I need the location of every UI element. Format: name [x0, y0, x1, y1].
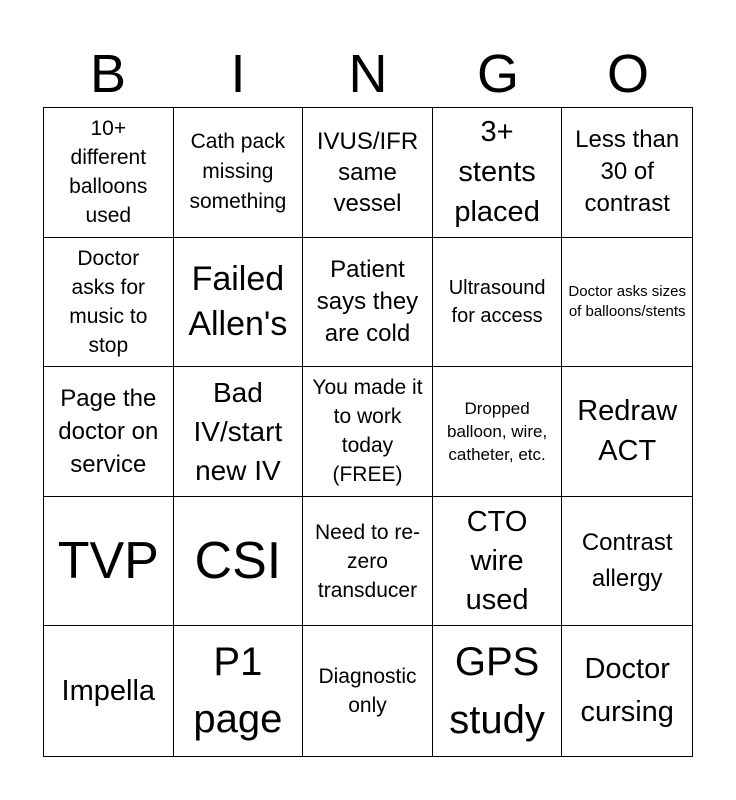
cell-text: TVP — [57, 532, 159, 591]
bingo-cell-g4[interactable] — [433, 497, 563, 627]
bingo-cell-n2[interactable] — [303, 238, 433, 368]
cell-text: GPS study — [449, 640, 545, 743]
bingo-cell-i3[interactable] — [174, 367, 304, 497]
cell-text: Page the doctor on service — [58, 384, 159, 478]
header-letter-g: G — [476, 44, 519, 104]
cell-text: P1 page — [193, 640, 283, 742]
bingo-cell-b3[interactable] — [44, 367, 174, 497]
cell-text: You made it to work today (FREE) — [312, 376, 423, 487]
bingo-cell-i2[interactable] — [174, 238, 304, 368]
bingo-cell-n5[interactable] — [303, 626, 433, 756]
bingo-cell-i1[interactable] — [174, 108, 304, 238]
bingo-cell-n4[interactable] — [303, 497, 433, 627]
bingo-cell-n3[interactable] — [303, 367, 433, 497]
bingo-cell-o1[interactable] — [562, 108, 692, 238]
bingo-cell-o3[interactable] — [562, 367, 692, 497]
cell-text: Doctor asks for music to stop — [69, 246, 148, 357]
cell-text: Failed Allen's — [188, 259, 288, 343]
cell-text: Patient says they are cold — [316, 255, 419, 347]
header-letter-o: O — [606, 44, 649, 104]
cell-text: Ultrasound for access — [448, 276, 546, 327]
bingo-board — [43, 107, 693, 757]
cell-text: Contrast allergy — [581, 529, 673, 593]
cell-text: IVUS/IFR same vessel — [316, 127, 419, 217]
cell-text: Impella — [61, 674, 156, 707]
cell-text: 10+ different balloons used — [69, 117, 148, 228]
cell-text: Need to re-zero transducer — [314, 520, 421, 602]
cell-text: Doctor cursing — [580, 653, 674, 729]
bingo-cell-b5[interactable] — [44, 626, 174, 756]
bingo-cell-g3[interactable] — [433, 367, 563, 497]
header-letter-b: B — [89, 44, 127, 104]
bingo-cell-g1[interactable] — [433, 108, 563, 238]
cell-text: Cath pack missing something — [189, 130, 287, 214]
bingo-cell-i5[interactable] — [174, 626, 304, 756]
bingo-cell-g5[interactable] — [433, 626, 563, 756]
header-letter-n: N — [348, 44, 388, 104]
bingo-cell-o2[interactable] — [562, 238, 692, 368]
cell-text: Dropped balloon, wire, catheter, etc. — [447, 398, 548, 464]
cell-text: Bad IV/start new IV — [193, 376, 283, 486]
bingo-cell-g2[interactable] — [433, 238, 563, 368]
cell-text: CTO wire used — [465, 505, 529, 616]
bingo-cell-o5[interactable] — [562, 626, 692, 756]
bingo-cell-b1[interactable] — [44, 108, 174, 238]
cell-text: Redraw ACT — [577, 395, 678, 468]
header-letter-i: I — [230, 44, 246, 104]
bingo-cell-n1[interactable] — [303, 108, 433, 238]
bingo-cell-b2[interactable] — [44, 238, 174, 368]
bingo-cell-o4[interactable] — [562, 497, 692, 627]
cell-text: 3+ stents placed — [454, 116, 540, 229]
bingo-cell-i4[interactable] — [174, 497, 304, 627]
cell-text: CSI — [194, 532, 282, 591]
cell-text: Doctor asks sizes of balloons/stents — [568, 282, 686, 320]
cell-text: Less than 30 of contrast — [575, 126, 680, 218]
bingo-cell-b4[interactable] — [44, 497, 174, 627]
cell-text: Diagnostic only — [318, 665, 417, 718]
bingo-header — [43, 40, 693, 108]
